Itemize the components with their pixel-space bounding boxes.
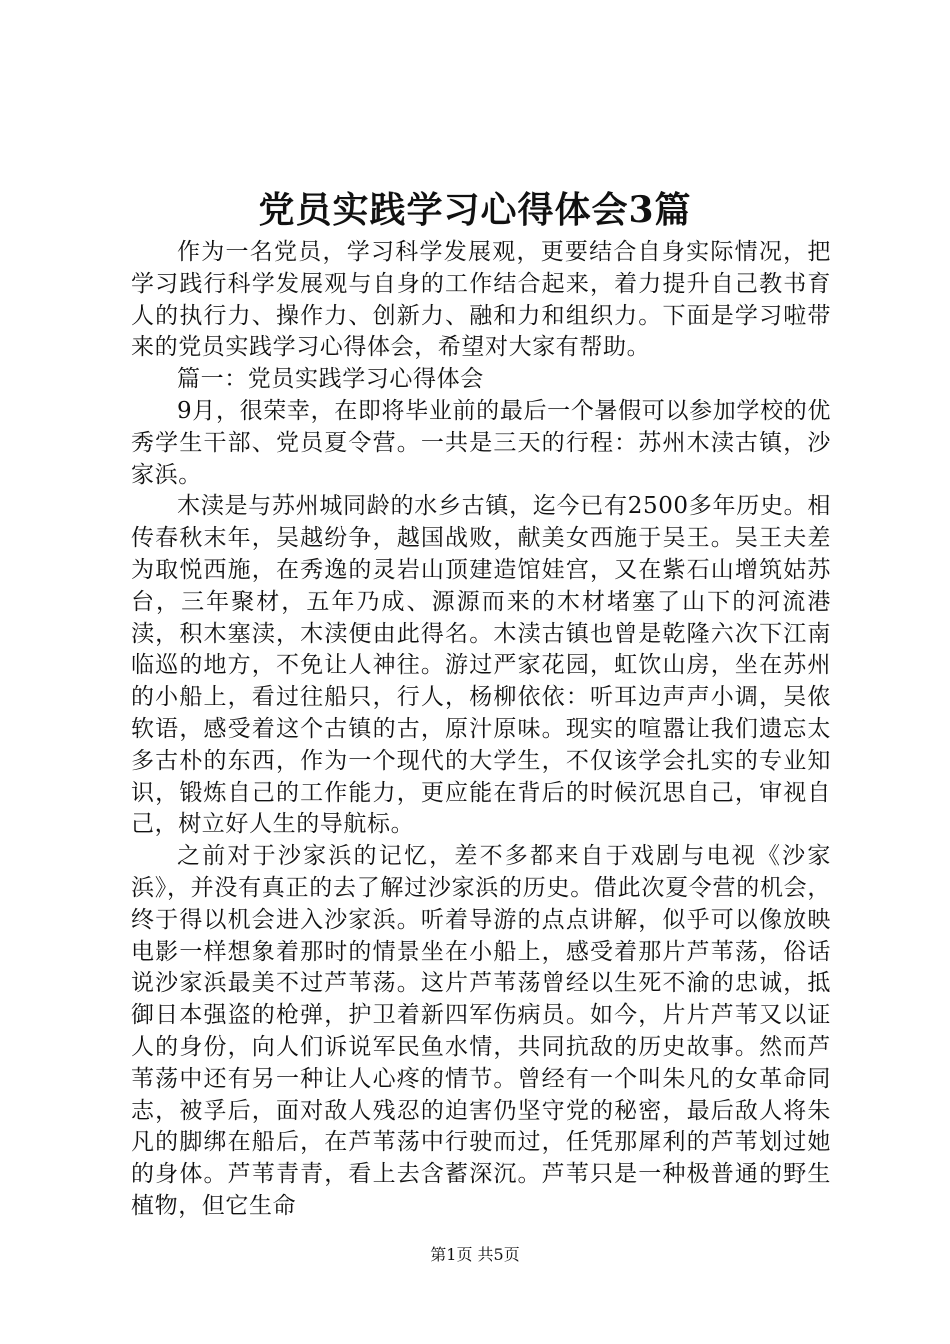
document-body (131, 237, 831, 1223)
paragraph-mudu: 木渎是与苏州城同龄的水乡古镇，迄今已有2500多年历史。相传春秋末年，吴越纷争，越国战败，献美女西施于吴王。吴王夫差为取悦西施，在秀逸的灵岩山顶建造馆娃宫，又在紫石山增筑姑苏台，三年聚材，五年乃成、源源而来的木材堵塞了山下的河流港渎，积木塞渎，木渎便由此得名。木渎古镇也曾是乾隆六次下江南临巡的地方，不免让人神往。游过严家花园，虹饮山房，坐在苏州的小船上，看过往船只，行人，杨柳依依：听耳边声声小调，吴侬软语，感受着这个古镇的古，原汁原味。现实的喧嚣让我们遗忘太多古朴的东西，作为一个现代的大学生，不仅该学会扎实的专业知识，锻炼自己的工作能力，更应能在背后的时候沉思自己，审视自己，树立好人生的导航标。 (131, 493, 831, 838)
paragraph-summer-camp: 9月，很荣幸，在即将毕业前的最后一个暑假可以参加学校的优秀学生干部、党员夏令营。一共是三天的行程：苏州木渎古镇，沙家浜。 (131, 397, 831, 488)
page-footer: 第1页 共5页 (430, 1245, 520, 1264)
paragraph-intro: 作为一名党员，学习科学发展观，更要结合自身实际情况，把学习践行科学发展观与自身的工作结合起来，着力提升自己教书育人的执行力、操作力、创新力、融和力和组织力。下面是学习啦带来的党员实践学习心得体会，希望对大家有帮助。 (131, 239, 831, 361)
paragraph-shajiabang: 之前对于沙家浜的记忆，差不多都来自于戏剧与电视《沙家浜》，并没有真正的去了解过沙家浜的历史。借此次夏令营的机会，终于得以机会进入沙家浜。听着导游的点点讲解，似乎可以像放映电影一样想象着那时的情景坐在小船上，感受着那片芦苇荡，俗话说沙家浜最美不过芦苇荡。这片芦苇荡曾经以生死不渝的忠诚，抵御日本强盗的枪弹，护卫着新四军伤病员。如今，片片芦苇又以证人的身份，向人们诉说军民鱼水情，共同抗敌的历史故事。然而芦苇荡中还有另一种让人心疼的情节。曾经有一个叫朱凡的女革命同志，被孚后，面对敌人残忍的迫害仍坚守党的秘密，最后敌人将朱凡的脚绑在船后，在芦苇荡中行驶而过，任凭那犀利的芦苇划过她的身体。芦苇青青，看上去含蓄深沉。芦苇只是一种极普通的野生植物，但它生命 (131, 843, 831, 1219)
document-title: 党员实践学习心得体会3篇 (258, 189, 692, 231)
section-heading: 篇一：党员实践学习心得体会 (177, 366, 484, 393)
